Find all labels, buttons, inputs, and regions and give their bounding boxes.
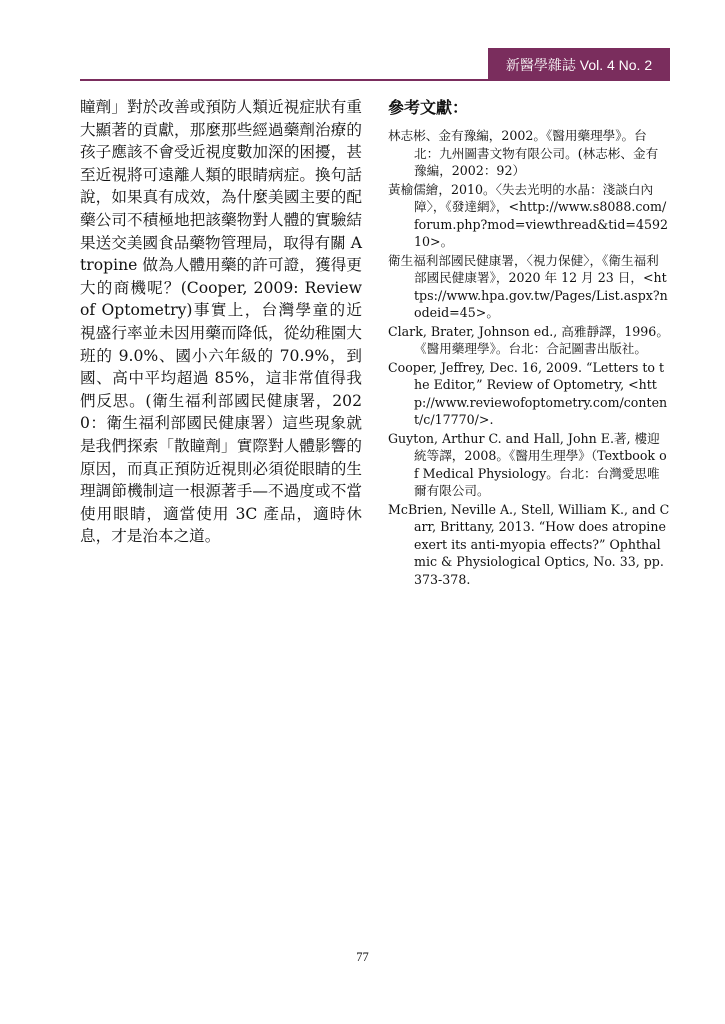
reference-item: 衛生福利部國民健康署，〈視力保健〉，《衛生福利部國民健康署》，2020 年 12 月 23 日，<https://www.hpa.gov.tw/Pages/List.aspx?nodeid=45>。 — [388, 252, 668, 320]
reference-list — [388, 127, 670, 588]
references-title: 參考文獻： — [388, 98, 469, 117]
page-number: 77 — [356, 950, 369, 964]
reference-item: McBrien, Neville A., Stell, William K., and Carr, Brittany, 2013. “How does atropine exert its anti-myopia effects?” Ophthalmic & Physiological Optics, No. 33, pp. 373-378. — [388, 501, 670, 587]
reference-item: 林志彬、金有豫編，2002。《醫用藥理學》。台北：九州圖書文物有限公司。(林志彬、金有豫編，2002：92） — [388, 128, 659, 178]
reference-item: 黃榆儒繪，2010。〈失去光明的水晶：淺談白內障〉，《發達網》，<http://www.s8088.com/forum.php?mod=viewthread&tid=459210>。 — [388, 181, 668, 249]
reference-item: Clark, Brater, Johnson ed., 高雅靜譯，1996。《醫用藥理學》。台北：合記圖書出版社。 — [388, 323, 669, 356]
reference-item: Guyton, Arthur C. and Hall, John E.著, 樓迎統等譯，2008。《醫用生理學》（Textbook of Medical Physiology。台北：台灣愛思唯爾有限公司。 — [388, 430, 667, 498]
references-section — [388, 97, 670, 589]
body-paragraph: 瞳劑」對於改善或預防人類近視症狀有重大顯著的貢獻，那麼那些經過藥劑治療的孩子應該不會受近視度數加深的困擾，甚至近視將可遠離人類的眼睛病症。換句話說，如果真有成效，為什麼美國主要的配藥公司不積極地把該藥物對人體的實驗結果送交美國食品藥物管理局，取得有關 Atropine 做為人體用藥的許可證，獲得更大的商機呢？(Cooper, 2009: Review of Optometry)事實上，台灣學童的近視盛行率並未因用藥而降低，從幼稚園大班的 9.0%、國小六年級的 70.9%，到國、高中平均超過 85%，這非常值得我們反思。(衛生福利部國民健康署，2020：衛生福利部國民健康署）這些現象就是我們探索「散瞳劑」實際對人體影響的原因，而真正預防近視則必須從眼睛的生理調節機制這一根源著手—不過度或不當使用眼睛，適當使用 3C 產品，適時休息，才是治本之道。 — [80, 98, 362, 546]
reference-item: Cooper, Jeffrey, Dec. 16, 2009. “Letters to the Editor,” Review of Optometry, <http://www.reviewofoptometry.com/content/c/17770/>. — [388, 359, 668, 427]
journal-header: 新醫學雜誌 Vol. 4 No. 2 — [488, 48, 670, 81]
body-column — [80, 96, 362, 548]
